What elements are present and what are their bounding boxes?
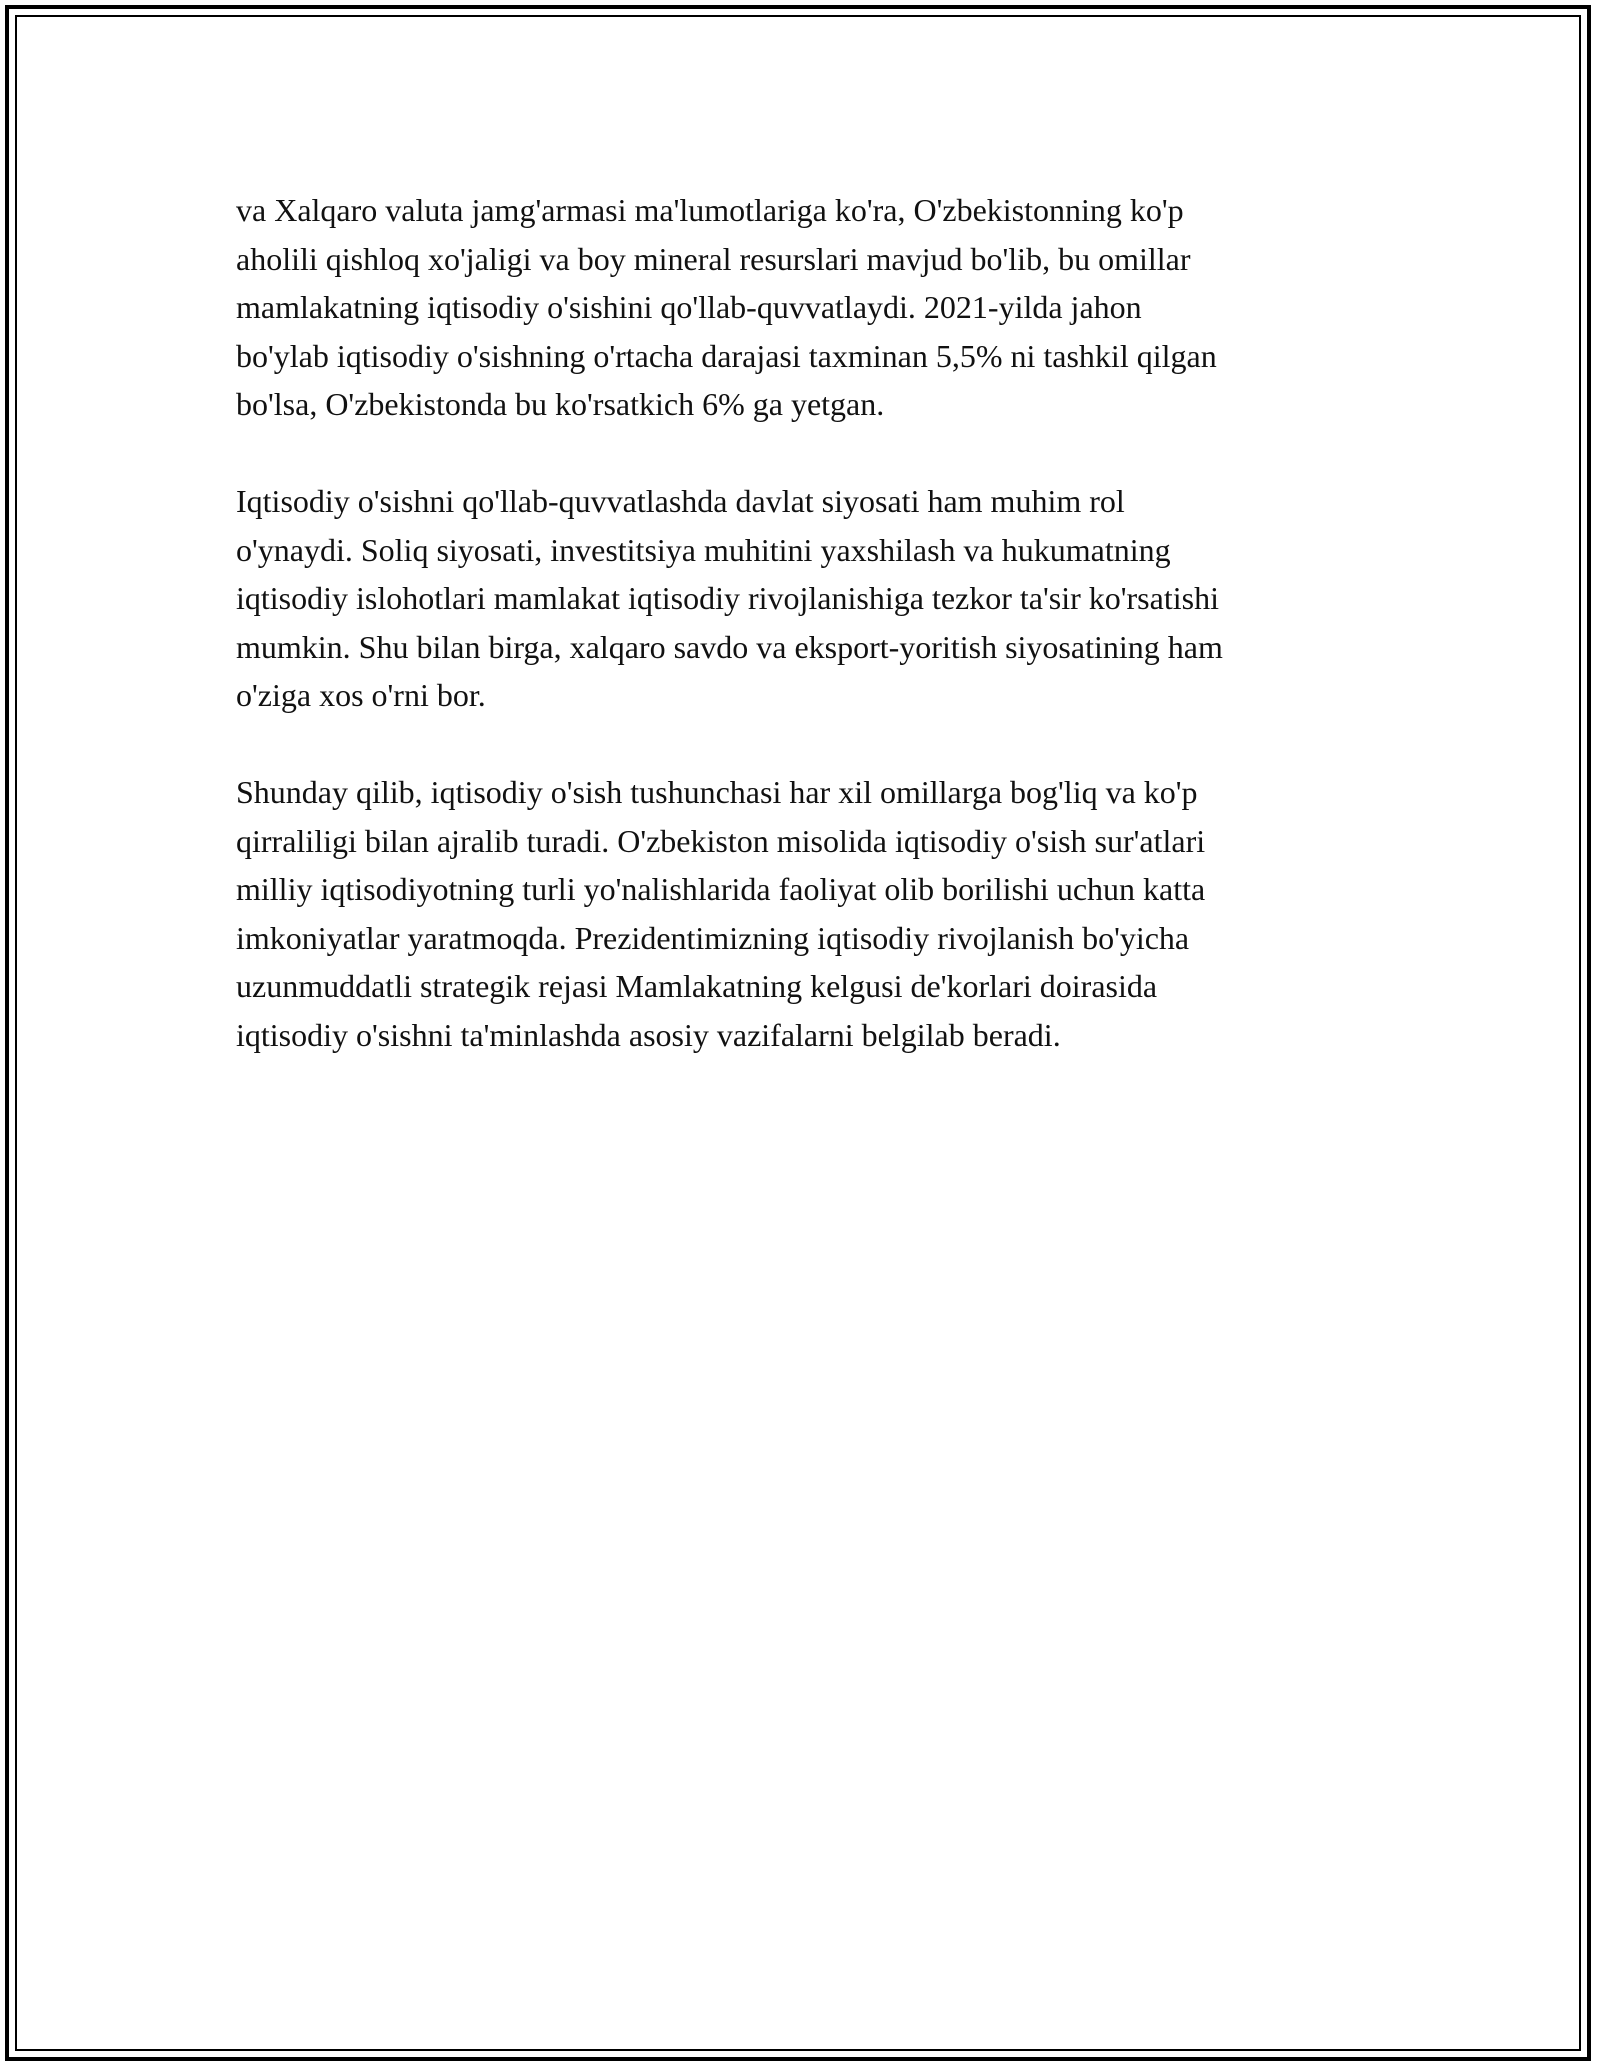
paragraph-2 (236, 477, 1386, 720)
text-line: Shunday qilib, iqtisodiy o'sish tushunchasi har xil omillarga bog'liq va ko'p (236, 774, 1198, 810)
text-line: iqtisodiy islohotlari mamlakat iqtisodiy rivojlanishiga tezkor ta'sir ko'rsatishi (236, 580, 1219, 616)
text-line: mamlakatning iqtisodiy o'sishini qo'llab-quvvatlaydi. 2021-yilda jahon (236, 289, 1142, 325)
text-line: aholili qishloq xo'jaligi va boy mineral resurslari mavjud bo'lib, bu omillar (236, 240, 1191, 277)
paragraph-3 (236, 768, 1386, 1059)
text-line: bo'lsa, O'zbekistonda bu ko'rsatkich 6% ga yetgan. (236, 386, 885, 422)
text-line: va Xalqaro valuta jamg'armasi ma'lumotlariga ko'ra, O'zbekistonning ko'p (236, 192, 1184, 228)
text-line: imkoniyatlar yaratmoqda. Prezidentimizning iqtisodiy rivojlanish bo'yicha (236, 919, 1190, 956)
text-line: o'ynaydi. Soliq siyosati, investitsiya muhitini yaxshilash va hukumatning (236, 531, 1171, 568)
text-line: uzunmuddatli strategik rejasi Mamlakatning kelgusi de'korlari doirasida (236, 968, 1158, 1004)
text-line: qirraliligi bilan ajralib turadi. O'zbekiston misolida iqtisodiy o'sish sur'atlari (236, 822, 1206, 859)
text-line: Iqtisodiy o'sishni qo'llab-quvvatlashda davlat siyosati ham muhim rol (236, 483, 1125, 519)
document-body (236, 186, 1386, 1108)
paragraph-1 (236, 186, 1386, 429)
text-line: mumkin. Shu bilan birga, xalqaro savdo va eksport-yoritish siyosatining ham (236, 628, 1223, 665)
text-line: iqtisodiy o'sishni ta'minlashda asosiy vazifalarni belgilab beradi. (236, 1016, 1061, 1053)
text-line: o'ziga xos o'rni bor. (236, 677, 486, 713)
text-line: milliy iqtisodiyotning turli yo'nalishlarida faoliyat olib borilishi uchun katta (236, 871, 1206, 907)
text-line: bo'ylab iqtisodiy o'sishning o'rtacha darajasi taxminan 5,5% ni tashkil qilgan (236, 337, 1217, 374)
